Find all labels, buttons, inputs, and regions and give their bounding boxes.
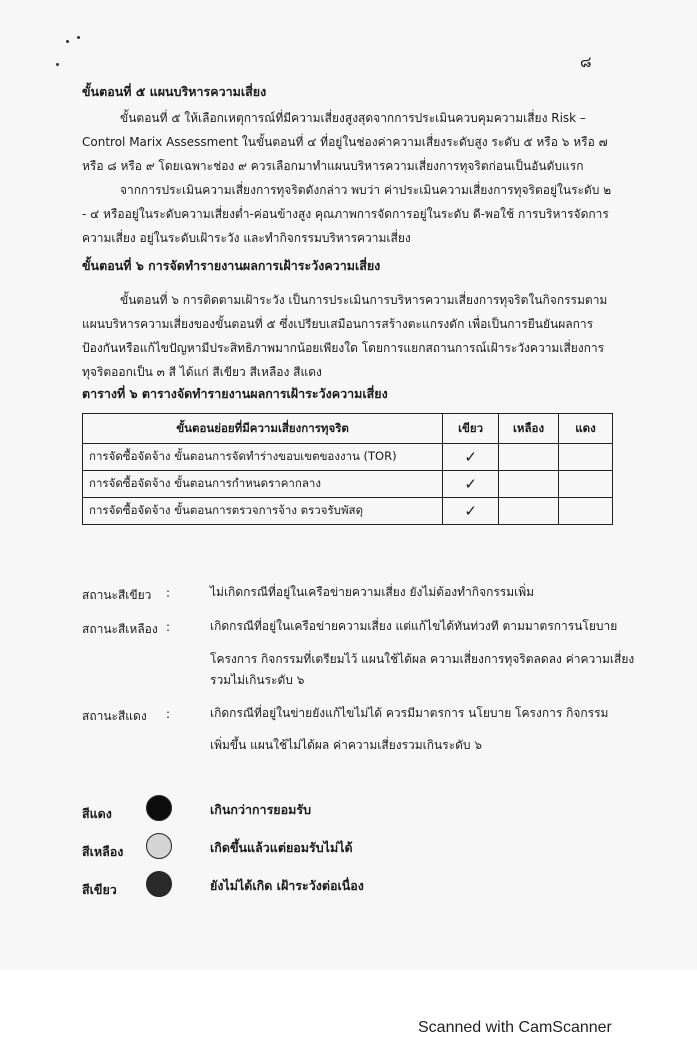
table-row: [83, 471, 613, 498]
step5-heading: ขั้นตอนที่ ๕ แผนบริหารความเสี่ยง: [82, 84, 267, 99]
legend-meaning-yellow: เกิดขึ้นแล้วแต่ยอมรับไม่ได้: [210, 840, 353, 855]
table-row: [83, 444, 613, 471]
status-green-colon: :: [166, 586, 171, 600]
step5-paragraph-1: ขั้นตอนที่ ๕ ให้เลือกเหตุการณ์ที่มีความเสี่ยงสูงสุดจากการประเมินควบคุมความเสี่ยง Risk – Control Marix Assessment ในขั้นตอนที่ ๔ ที่อยู่ในช่องค่าความเสี่ยงระดับสูง ระดับ ๕ หรือ ๖ หรือ ๗ หรือ ๘ หรือ ๙ โดยเฉพาะช่อง ๙ ควรเลือกมาทำแผนบริหารความเสี่ยงการทุจริตก่อนเป็นอันดับแรก: [82, 111, 608, 173]
cell-green-check: ✓: [443, 471, 499, 498]
header-green: เขียว: [443, 414, 499, 444]
legend-label-green: สีเขียว: [82, 882, 117, 897]
legend-meaning-green: ยังไม่ได้เกิด เฝ้าระวังต่อเนื่อง: [210, 878, 364, 893]
status-green-text: ไม่เกิดกรณีที่อยู่ในเครือข่ายความเสี่ยง ยังไม่ต้องทำกิจกรรมเพิ่ม: [210, 585, 535, 599]
scan-speck: [66, 40, 69, 43]
step5-paragraph-2: จากการประเมินความเสี่ยงการทุจริตดังกล่าว พบว่า ค่าประเมินความเสี่ยงการทุจริตอยู่ในระดับ ๒ - ๔ หรืออยู่ในระดับความเสี่ยงต่ำ-ค่อนข้างสูง คุณภาพการจัดการอยู่ในระดับ ดี-พอใช้ การบริหารจัดการความเสี่ยง อยู่ในระดับเฝ้าระวัง และทำกิจกรรมบริหารความเสี่ยง: [82, 183, 612, 245]
scan-speck: [77, 36, 80, 39]
cell-green-check: ✓: [443, 498, 499, 525]
table-header-row: [83, 414, 613, 444]
status-yellow-text-2: โครงการ กิจกรรมที่เตรียมไว้ แผนใช้ได้ผล ความเสี่ยงการทุจริตลดลง ค่าความเสี่ยง: [210, 652, 635, 666]
header-step: ขั้นตอนย่อยที่มีความเสี่ยงการทุจริต: [83, 414, 443, 444]
cell-red: [559, 444, 613, 471]
status-yellow-colon: :: [166, 620, 171, 634]
page-number: ๘: [580, 53, 592, 71]
monitoring-table: [82, 413, 613, 525]
status-yellow-label: สถานะสีเหลือง: [82, 622, 158, 636]
cell-yellow: [499, 444, 559, 471]
step6-heading: ขั้นตอนที่ ๖ การจัดทำรายงานผลการเฝ้าระวังความเสี่ยง: [82, 258, 381, 273]
cell-step: การจัดซื้อจัดจ้าง ขั้นตอนการจัดทำร่างขอบเขตของงาน (TOR): [83, 444, 443, 471]
cell-step: การจัดซื้อจัดจ้าง ขั้นตอนการกำหนดราคากลาง: [83, 471, 443, 498]
step6-paragraph-1: ขั้นตอนที่ ๖ การติดตามเฝ้าระวัง เป็นการประเมินการบริหารความเสี่ยงการทุจริตในกิจกรรมตามแผนบริหารความเสี่ยงของขั้นตอนที่ ๕ ซึ่งเปรียบเสมือนการสร้างตะแกรงดัก เพื่อเป็นการยืนยันผลการป้องกันหรือแก้ไขปัญหามีประสิทธิภาพมากน้อยเพียงใด โดยการแยกสถานการณ์เฝ้าระวังความเสี่ยงการทุจริตออกเป็น ๓ สี ได้แก่ สีเขียว สีเหลือง สีแดง: [82, 293, 608, 379]
legend-label-red: สีแดง: [82, 806, 112, 821]
cell-green-check: ✓: [443, 444, 499, 471]
table-caption: ตารางที่ ๖ ตารางจัดทำรายงานผลการเฝ้าระวังความเสี่ยง: [82, 386, 388, 401]
status-red-text-2: เพิ่มขึ้น แผนใช้ไม่ได้ผล ค่าความเสี่ยงรวมเกินระดับ ๖: [210, 738, 482, 752]
status-red-colon: :: [166, 707, 171, 721]
legend-circle-green-icon: [146, 871, 172, 897]
cell-yellow: [499, 498, 559, 525]
status-yellow-text-1: เกิดกรณีที่อยู่ในเครือข่ายความเสี่ยง แต่แก้ไขได้ทันท่วงที ตามมาตรการนโยบาย: [210, 619, 618, 633]
legend-circle-red-icon: [146, 795, 172, 821]
status-yellow-text-3: รวมไม่เกินระดับ ๖: [210, 673, 305, 687]
status-red-text-1: เกิดกรณีที่อยู่ในข่ายยังแก้ไขไม่ได้ ควรมีมาตรการ นโยบาย โครงการ กิจกรรม: [210, 706, 609, 720]
camscanner-footer: Scanned with CamScanner: [418, 1019, 612, 1036]
header-red: แดง: [559, 414, 613, 444]
scan-speck: [56, 63, 59, 66]
cell-red: [559, 498, 613, 525]
cell-step: การจัดซื้อจัดจ้าง ขั้นตอนการตรวจการจ้าง ตรวจรับพัสดุ: [83, 498, 443, 525]
legend-circle-yellow-icon: [146, 833, 172, 859]
table-row: [83, 498, 613, 525]
cell-red: [559, 471, 613, 498]
legend-meaning-red: เกินกว่าการยอมรับ: [210, 802, 312, 817]
status-red-label: สถานะสีแดง: [82, 709, 147, 723]
legend-label-yellow: สีเหลือง: [82, 844, 124, 859]
status-green-label: สถานะสีเขียว: [82, 588, 152, 602]
cell-yellow: [499, 471, 559, 498]
header-yellow: เหลือง: [499, 414, 559, 444]
